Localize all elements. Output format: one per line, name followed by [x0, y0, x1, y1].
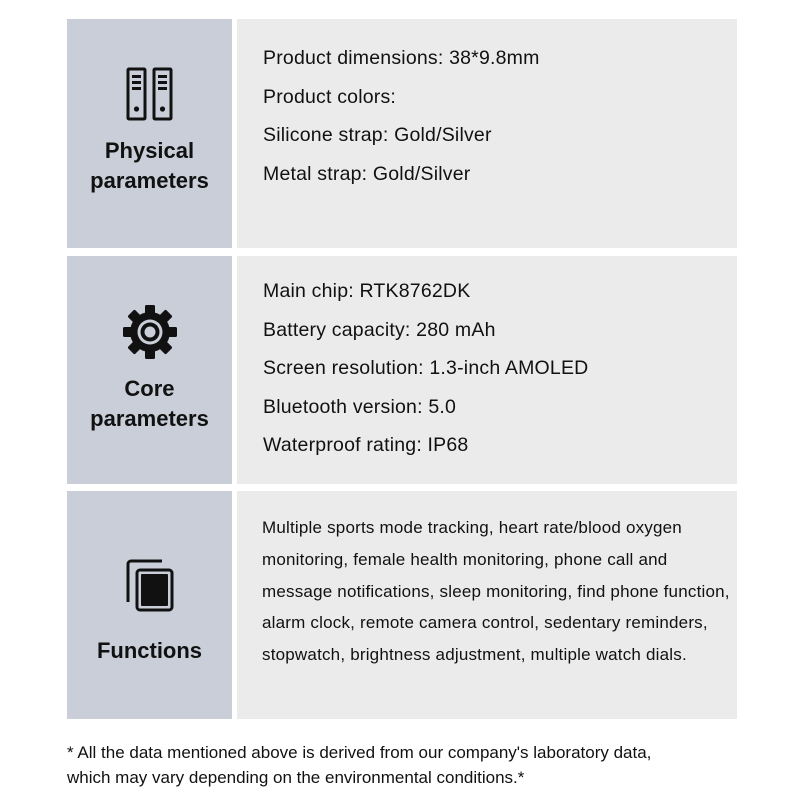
- spec-line: Main chip: RTK8762DK: [263, 280, 471, 302]
- footnote: * All the data mentioned above is derived from our company's laboratory data, which may vary depending on the environmental conditions.*: [67, 743, 652, 787]
- section-physical-parameters: [67, 19, 737, 248]
- spec-line: Product colors:: [263, 85, 397, 108]
- spec-line: Silicone strap: Gold/Silver: [263, 124, 492, 147]
- section-core-parameters: [67, 256, 737, 484]
- section-title: Physical parameters: [90, 137, 209, 193]
- binders-icon: [125, 66, 175, 122]
- section-functions: [67, 491, 737, 719]
- spec-line: Product dimensions: 38*9.8mm: [263, 47, 540, 69]
- content-panel: [237, 491, 737, 719]
- content-panel: [237, 256, 737, 484]
- section-title: Functions: [96, 638, 203, 663]
- spec-line: Bluetooth version: 5.0: [263, 395, 457, 418]
- spec-line: Battery capacity: 280 mAh: [263, 318, 496, 341]
- label-panel: [67, 491, 232, 719]
- stacked-pages-icon: [124, 558, 176, 614]
- spec-line: Metal strap: Gold/Silver: [263, 162, 471, 185]
- spec-line: Screen resolution: 1.3-inch AMOLED: [263, 357, 589, 380]
- content-panel: [237, 19, 737, 248]
- label-panel: [67, 256, 232, 484]
- label-panel: [67, 19, 232, 248]
- spec-line: Waterproof rating: IP68: [263, 434, 469, 457]
- section-title: Core parameters: [90, 376, 209, 431]
- gear-icon: [122, 304, 178, 360]
- functions-description: Multiple sports mode tracking, heart rate/blood oxygen monitoring, female health monitoring, phone call and message notifications, sleep monitoring, find phone function, alarm clock, remote camera control, sedentary reminders, stopwatch, brightness adjustment, multiple watch dials.: [262, 518, 730, 665]
